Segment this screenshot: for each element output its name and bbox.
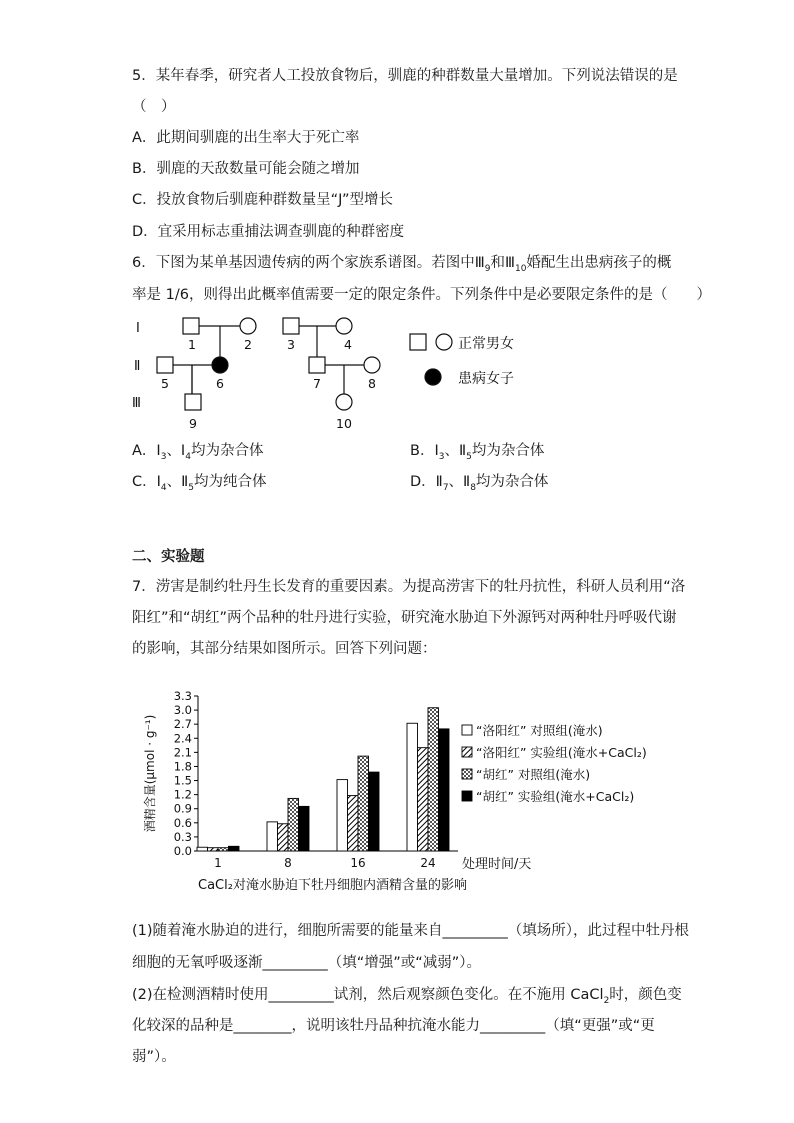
id-1: 1: [188, 337, 196, 352]
y-tick-label: 0.3: [173, 829, 192, 844]
y-tick-label: 1.5: [173, 773, 192, 788]
legend-normal-female-icon: [436, 334, 452, 350]
x-tick-label: 8: [284, 856, 292, 870]
y-tick-label: 2.4: [173, 731, 192, 746]
id-2: 2: [244, 337, 252, 352]
q5-option-c: C．投放食物后驯鹿种群数量呈“J”型增长: [132, 192, 393, 208]
bar-black-16: [369, 772, 380, 851]
x-tick-label: 1: [214, 856, 222, 870]
individual-I2-female: [240, 318, 256, 334]
y-tick-label: 2.1: [173, 745, 192, 760]
q6-option-d: D．$Ⅱ_7$、$Ⅱ_8$均为杂合体: [410, 474, 549, 493]
q5-option-a: A．此期间驯鹿的出生率大于死亡率: [132, 130, 360, 146]
q5-option-b: B．驯鹿的天敌数量可能会随之增加: [132, 161, 360, 177]
id-8: 8: [368, 376, 376, 391]
bar-black-8: [299, 806, 310, 851]
individual-I3-male: [283, 318, 299, 334]
pedigree-chart: [130, 314, 550, 434]
bar-check-16: [358, 756, 369, 851]
q5-answer-paren: （ ）: [132, 99, 176, 115]
individual-III9-male: [185, 394, 201, 410]
legend-swatch-hatch: [462, 747, 472, 757]
bar-white-8: [267, 822, 278, 851]
individual-II6-affected-female: [212, 357, 228, 373]
q5-stem: 5．某年春季，研究者人工投放食物后，驯鹿的种群数量大量增加。下列说法错误的是: [132, 68, 678, 84]
individual-II7-male: [309, 357, 325, 373]
bar-hatch-16: [348, 796, 359, 851]
bar-white-1: [197, 847, 208, 851]
y-tick-label: 2.7: [173, 717, 192, 732]
id-7: 7: [313, 376, 321, 391]
id-3: 3: [287, 337, 295, 352]
bar-check-1: [218, 848, 229, 851]
q6-stem-line1: 6．下图为某单基因遗传病的两个家族系谱图。若图中$Ⅲ_9$和$Ⅲ_{10}$婚配生出患病孩子的概: [132, 255, 672, 274]
legend-swatch-white: [462, 725, 472, 735]
legend-label: “洛阳红” 实验组(淹水+CaCl₂): [476, 745, 647, 760]
q5-option-d: D．宜采用标志重捕法调查驯鹿的种群密度: [132, 224, 405, 240]
y-tick-label: 1.2: [173, 787, 192, 802]
q7-sub2-line2: 化较深的品种是________，说明该牡丹品种抗淹水能力_________（填“更强”或“更: [132, 1018, 655, 1034]
legend-normal-label: 正常男女: [458, 336, 514, 352]
q6-option-c: C．$I_4$、$Ⅱ_5$均为纯合体: [132, 474, 267, 493]
y-tick-label: 0.6: [173, 815, 192, 830]
individual-II8-female: [364, 357, 380, 373]
q7-sub2-line3: 弱”）。: [132, 1049, 176, 1065]
bar-white-24: [407, 723, 418, 851]
bar-check-24: [428, 708, 439, 851]
bar-black-24: [439, 729, 450, 851]
q7-intro-line2: 阳红”和“胡红”两个品种的牡丹进行实验，研究淹水胁迫下外源钙对两种牡丹呼吸代谢: [132, 610, 677, 626]
y-tick-label: 1.8: [173, 759, 192, 774]
legend-swatch-black: [462, 791, 472, 801]
bar-check-8: [288, 798, 299, 851]
bar-hatch-1: [208, 848, 219, 851]
id-5: 5: [161, 376, 169, 391]
y-tick-label: 0.9: [173, 801, 192, 816]
x-axis-label: 处理时间/天: [462, 857, 532, 872]
legend-label: “胡红” 对照组(淹水): [476, 767, 591, 782]
legend-label: “胡红” 实验组(淹水+CaCl₂): [476, 789, 635, 804]
q7-sub2-line1: (2)在检测酒精时使用_________试剂，然后观察颜色变化。在不施用 CaCl$_2$时，颜色变: [132, 987, 682, 1006]
chart-title: CaCl₂对淹水胁迫下牡丹细胞内酒精含量的影响: [198, 878, 467, 893]
section-heading: 二、实验题: [132, 549, 205, 565]
individual-II5-male: [157, 357, 173, 373]
id-10: 10: [336, 416, 352, 431]
y-tick-label: 3.0: [173, 703, 192, 718]
id-6: 6: [216, 376, 224, 391]
y-tick-label: 0.0: [173, 844, 192, 858]
individual-I4-female: [336, 318, 352, 334]
q7-sub1-line1: (1)随着淹水胁迫的进行，细胞所需要的能量来自_________（填场所），此过程中牡丹根: [132, 923, 690, 939]
individual-I1-male: [183, 318, 199, 334]
y-tick-label: 3.3: [173, 689, 192, 703]
x-tick-label: 16: [350, 856, 366, 870]
bar-hatch-8: [278, 824, 289, 851]
q6-option-b: B．$I_3$、$Ⅱ_5$均为杂合体: [410, 443, 545, 462]
legend-normal-male-icon: [410, 334, 426, 350]
alcohol-content-chart: [140, 683, 680, 898]
legend-affected-label: 患病女子: [458, 371, 514, 387]
id-9: 9: [189, 416, 197, 431]
legend-swatch-check: [462, 769, 472, 779]
legend-label: “洛阳红” 对照组(淹水): [476, 723, 603, 738]
individual-III10-female: [336, 394, 352, 410]
bar-white-16: [337, 780, 348, 851]
bar-hatch-24: [418, 748, 429, 851]
q6-option-a: A．$I_3$、$I_4$均为杂合体: [132, 443, 264, 462]
q7-intro-line3: 的影响，其部分结果如图所示。回答下列问题：: [132, 641, 437, 657]
generation-label-3: Ⅲ: [132, 396, 141, 411]
id-4: 4: [344, 337, 352, 352]
y-axis-label: 酒精含量(μmol · g⁻¹): [143, 714, 157, 833]
generation-label-1: Ⅰ: [136, 321, 140, 336]
q6-stem-line2: 率是 1/6，则得出此概率值需要一定的限定条件。下列条件中是必要限定条件的是（ ）: [132, 287, 711, 303]
q7-sub1-line2: 细胞的无氧呼吸逐渐_________（填“增强”或“减弱”）。: [132, 955, 482, 971]
q7-intro-line1: 7．涝害是制约牡丹生长发育的重要因素。为提高涝害下的牡丹抗性，科研人员利用“洛: [132, 579, 686, 595]
legend-affected-female-icon: [425, 369, 441, 385]
x-tick-label: 24: [420, 856, 436, 870]
bar-black-1: [229, 846, 240, 851]
generation-label-2: Ⅱ: [134, 359, 141, 374]
